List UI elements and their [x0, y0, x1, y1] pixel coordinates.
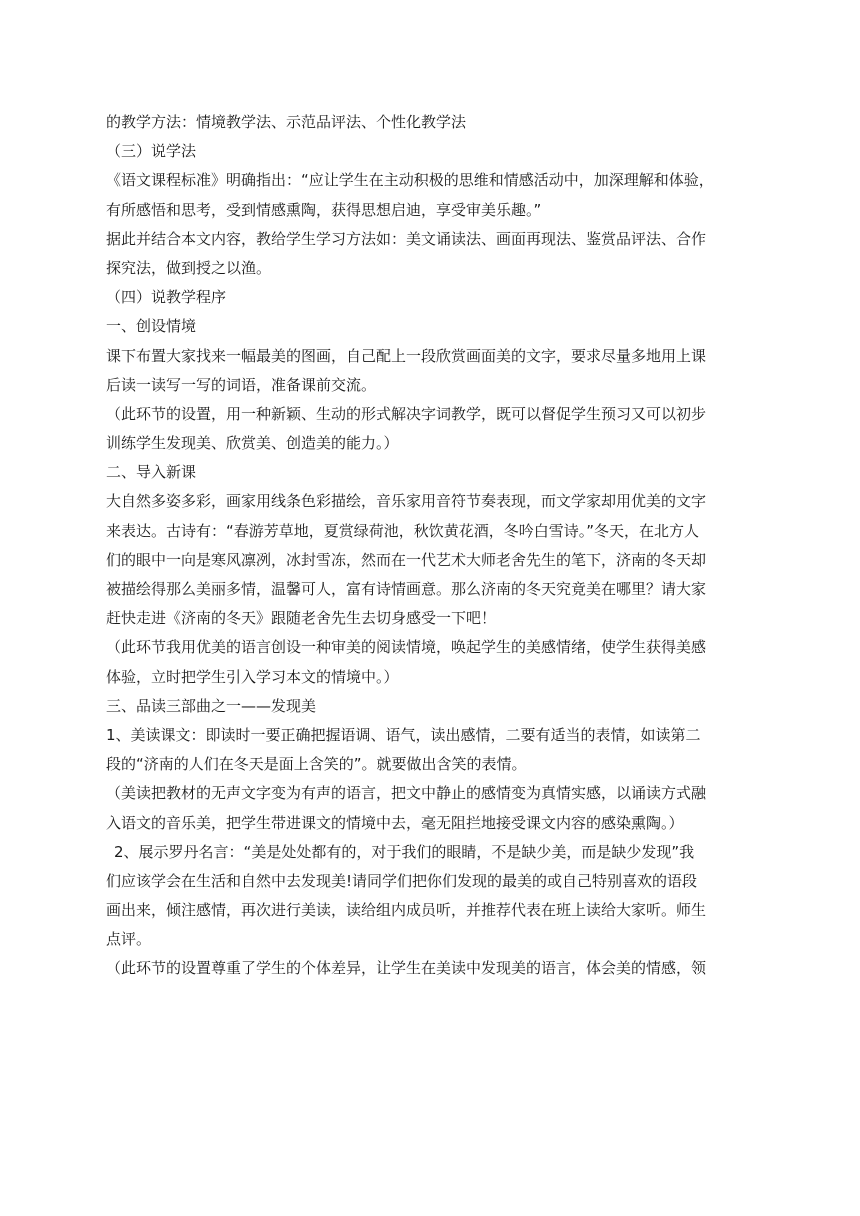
text-line: 被描绘得那么美丽多情，温馨可人，富有诗情画意。那么济南的冬天究竟美在哪里？请大家: [106, 580, 707, 598]
text-line: 课下布置大家找来一幅最美的图画，自己配上一段欣赏画面美的文字，要求尽量多地用上课: [106, 346, 707, 365]
text-line: 们的眼中一向是寒风凛冽，冰封雪冻，然而在一代艺术大师老舍先生的笔下，济南的冬天却: [106, 550, 707, 569]
text-line: （此环节的设置，用一种新颖、生动的形式解决字词教学，既可以督促学生预习又可以初步: [106, 404, 707, 423]
text-line: （此环节我用优美的语言创设一种审美的阅读情境，唤起学生的美感情绪，使学生获得美感: [106, 638, 707, 657]
section-heading: （三）说学法: [106, 142, 197, 161]
text-line: （此环节的设置尊重了学生的个体差异，让学生在美读中发现美的语言，体会美的情感，领: [106, 959, 707, 978]
section-heading: 二、导入新课: [106, 463, 197, 482]
document-body: [106, 108, 746, 984]
section-heading: （四）说教学程序: [106, 288, 227, 307]
text-line: 大自然多姿多彩，画家用线条色彩描绘，音乐家用音符节奏表现，而文学家却用优美的文字: [106, 492, 707, 511]
text-line: 体验，立时把学生引入学习本文的情境中。）: [106, 667, 399, 686]
section-heading: 一、创设情境: [106, 317, 197, 336]
text-line: 据此并结合本文内容，教给学生学习方法如：美文诵读法、画面再现法、鉴赏品评法、合作: [106, 229, 707, 248]
text-line: 探究法，做到授之以渔。: [106, 258, 272, 277]
text-line: 来表达。古诗有：“春游芳草地，夏赏绿荷池，秋饮黄花酒，冬吟白雪诗。”冬天，在北方人: [106, 521, 700, 540]
text-line: 训练学生发现美、欣赏美、创造美的能力。）: [106, 434, 399, 453]
text-line: 1、美读课文：即读时一要正确把握语调、语气，读出感情，二要有适当的表情，如读第二: [106, 725, 701, 744]
text-line: 们应该学会在生活和自然中去发现美!请同学们把你们发现的最美的或自己特别喜欢的语段: [106, 871, 698, 890]
text-line: 后读一读写一写的词语，准备课前交流。: [106, 375, 377, 394]
text-line: 赶快走进《济南的冬天》跟随老舍先生去切身感受一下吧！: [106, 609, 497, 628]
text-line: （美读把教材的无声文字变为有声的语言，把文中静止的感情变为真情实感，以诵读方式融: [106, 784, 707, 803]
section-heading: 三、品读三部曲之一——发现美: [106, 696, 317, 715]
text-line: 入语文的音乐美，把学生带进课文的情境中去，毫无阻拦地接受课文内容的感染熏陶。）: [106, 813, 684, 832]
text-line: 点评。: [106, 930, 152, 949]
text-line: 2、展示罗丹名言：“美是处处都有的，对于我们的眼睛，不是缺少美，而是缺少发现”我: [114, 842, 695, 861]
text-line: 有所感悟和思考，受到情感熏陶，获得思想启迪，享受审美乐趣。”: [106, 200, 542, 219]
text-line: 段的“济南的人们在冬天是面上含笑的”。就要做出含笑的表情。: [106, 755, 527, 774]
text-line: 的教学方法：情境教学法、示范品评法、个性化教学法: [106, 113, 467, 131]
text-line: 画出来，倾注感情，再次进行美读，读给组内成员听，并推荐代表在班上读给大家听。师生: [106, 901, 707, 920]
text-line: 《语文课程标准》明确指出：“应让学生在主动积极的思维和情感活动中，加深理解和体验，: [106, 171, 714, 190]
